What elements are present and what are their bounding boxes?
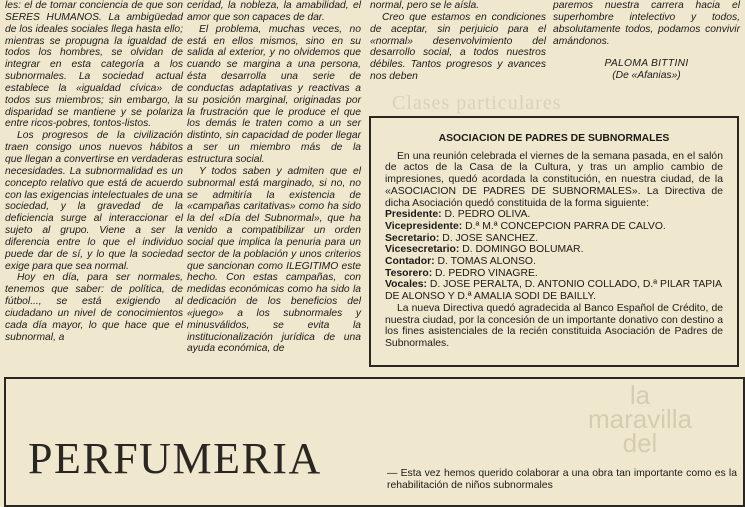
notice-title: ASOCIACION DE PADRES DE SUBNORMALES: [438, 133, 670, 144]
officer-role: Secretario:: [385, 232, 443, 244]
officer-role: Vicesecretario:: [385, 244, 463, 256]
notice-intro: En una reunión celebrada el viernes de la semana pasada, en el salón de actos de la Casa de la Cultura, y tras un amplio cambio de impresiones, quedó acordada la constitución, en nuestra ciudad, de la «ASOCIACION DE PADRES DE SUBNORMALES». La Directiva de dicha Asociación quedó constituida de la forma siguiente:: [385, 150, 723, 209]
article-column-4: [553, 0, 740, 82]
paragraph: ceridad, la nobleza, la amabilidad, el amor que son capaces de dar.: [187, 0, 361, 23]
officer-name: D. JOSE SANCHEZ.: [442, 232, 539, 244]
watermark-line: la: [629, 380, 651, 410]
author-source: (De «Afanias»): [612, 70, 681, 82]
association-notice-box: [369, 116, 739, 367]
perfumeria-heading: PERFUMERIA: [28, 434, 322, 483]
article-column-3: [370, 0, 546, 83]
officer-role: Contador:: [385, 256, 438, 268]
notice-closing: La nueva Directiva quedó agradecida al Banco Español de Crédito, de nuestra ciudad, por la concesión de un importante donativo con destino a los fines asistenciales de la recién constituida Asociación de Padres de Subnormales.: [385, 302, 723, 349]
paragraph: Los progresos de la civilización traen consigo unos nuevos hábitos que llegan a convertirse en verdaderas necesidades. La subnormalidad es un concepto relativo que está de acuerdo con las exigencias intelectuales de una sociedad, y la gravedad de la deficiencia surge al interaccionar el sujeto al grupo. Viene a ser la diferencia entre lo que el individuo puede dar de sí, y lo que la sociedad exige para que sea normal.: [5, 130, 183, 272]
watermark-line: maravilla: [587, 404, 693, 434]
officer-row: [385, 209, 723, 221]
officer-role: Tesorero:: [385, 267, 436, 279]
show-through-heading: Clases particulares: [392, 92, 562, 114]
paragraph: Hoy en día, para ser normales, tenemos que saber: de política, de fútbol..., se está exigiendo al ciudadano un nivel de conocimientos cada día mayor, lo que hace que el subnormal, a: [5, 272, 183, 343]
officer-name: D. DOMINGO BOLUMAR.: [462, 244, 584, 256]
officer-name: D. TOMAS ALONSO.: [437, 256, 536, 268]
officer-name: D. PEDRO VINAGRE.: [435, 267, 538, 279]
watermark-line: del: [622, 428, 658, 458]
paragraph: normal, pero se le aísla.: [370, 0, 480, 11]
officer-role: Vicepresidente:: [385, 220, 466, 232]
signature: [553, 58, 740, 82]
officer-list: [385, 209, 723, 303]
article-column-2: [187, 0, 361, 355]
officer-row: [385, 279, 723, 302]
author-name: PALOMA BITTINI: [604, 58, 689, 70]
officer-name: D.ª M.ª CONCEPCION PARRA DE CALVO.: [465, 220, 666, 232]
officer-row: [385, 221, 723, 233]
paragraph: paremos nuestra carrera hacia el superhombre intelectivo y todos, absolutamente todos, podamos convivir amándonos.: [553, 0, 740, 47]
officer-row: [385, 268, 723, 280]
officer-row: [385, 244, 723, 256]
paragraph: Creo que estamos en condiciones de aceptar, sin perjuicio para el «normal» desenvolvimiento del desarrollo social, a todos nuestros débiles. Tantos progresos y avances nos deben: [370, 11, 546, 83]
paragraph: El problema, muchas veces, no está en ellos mismos, sino en su salida al exterior, y no olvidemos que cuando se margina a una persona, ésta desarrolla una serie de conductas adaptativas y reactivas a su posición marginal, originadas por la frustración que le produce el que los demás le traten como a un ser distinto, sin capacidad de poder llegar a ser un miembro más de la estructura social.: [187, 23, 361, 165]
advertisement-text: — Esta vez hemos querido colaborar a una obra tan importante como es la rehabilitación de niños subnormales: [387, 468, 737, 491]
officer-name: D. JOSE PERALTA, D. ANTONIO COLLADO, D.ª PILAR TAPIA DE ALONSO Y D.ª AMALIA SODI DE BAILLY.: [385, 279, 722, 303]
officer-row: [385, 233, 723, 245]
paragraph: les: el de tomar conciencia de que son SERES HUMANOS. La ambigüedad de los ideales sociales llega hasta ello; mientras se propugna la igualdad de todos los hombres, se olvidan de integrar en esta categoría a los subnormales. La sociedad actual establece la «igualdad cívica» de todos sus miembros; sin embargo, la disparidad se mantiene y se polariza entre ricos-pobres, tontos-listos.: [5, 0, 183, 130]
officer-role: Presidente:: [385, 209, 445, 221]
article-column-1: [5, 0, 183, 343]
show-through-text: [555, 380, 725, 458]
paragraph: Y todos saben y admiten que el subnormal está marginado, si no, no se admitiría la existencia de «campañas caritativas» como ha sido la del «Día del Subnormal», que ha venido a compatibilizar un orden social que implica la penuria para un sector de la población y unos criterios que sancionan como ILEGITIMO este hecho. Con estas campañas, con medidas económicas como ha sido la dedicación de los beneficios del «juego» a los subnormales y minusválidos, se evita la institucionalización jurídica de una ayuda económica, de: [187, 165, 361, 355]
officer-role: Vocales:: [385, 279, 430, 291]
officer-name: D. PEDRO OLIVA.: [444, 209, 531, 221]
officer-row: [385, 256, 723, 268]
